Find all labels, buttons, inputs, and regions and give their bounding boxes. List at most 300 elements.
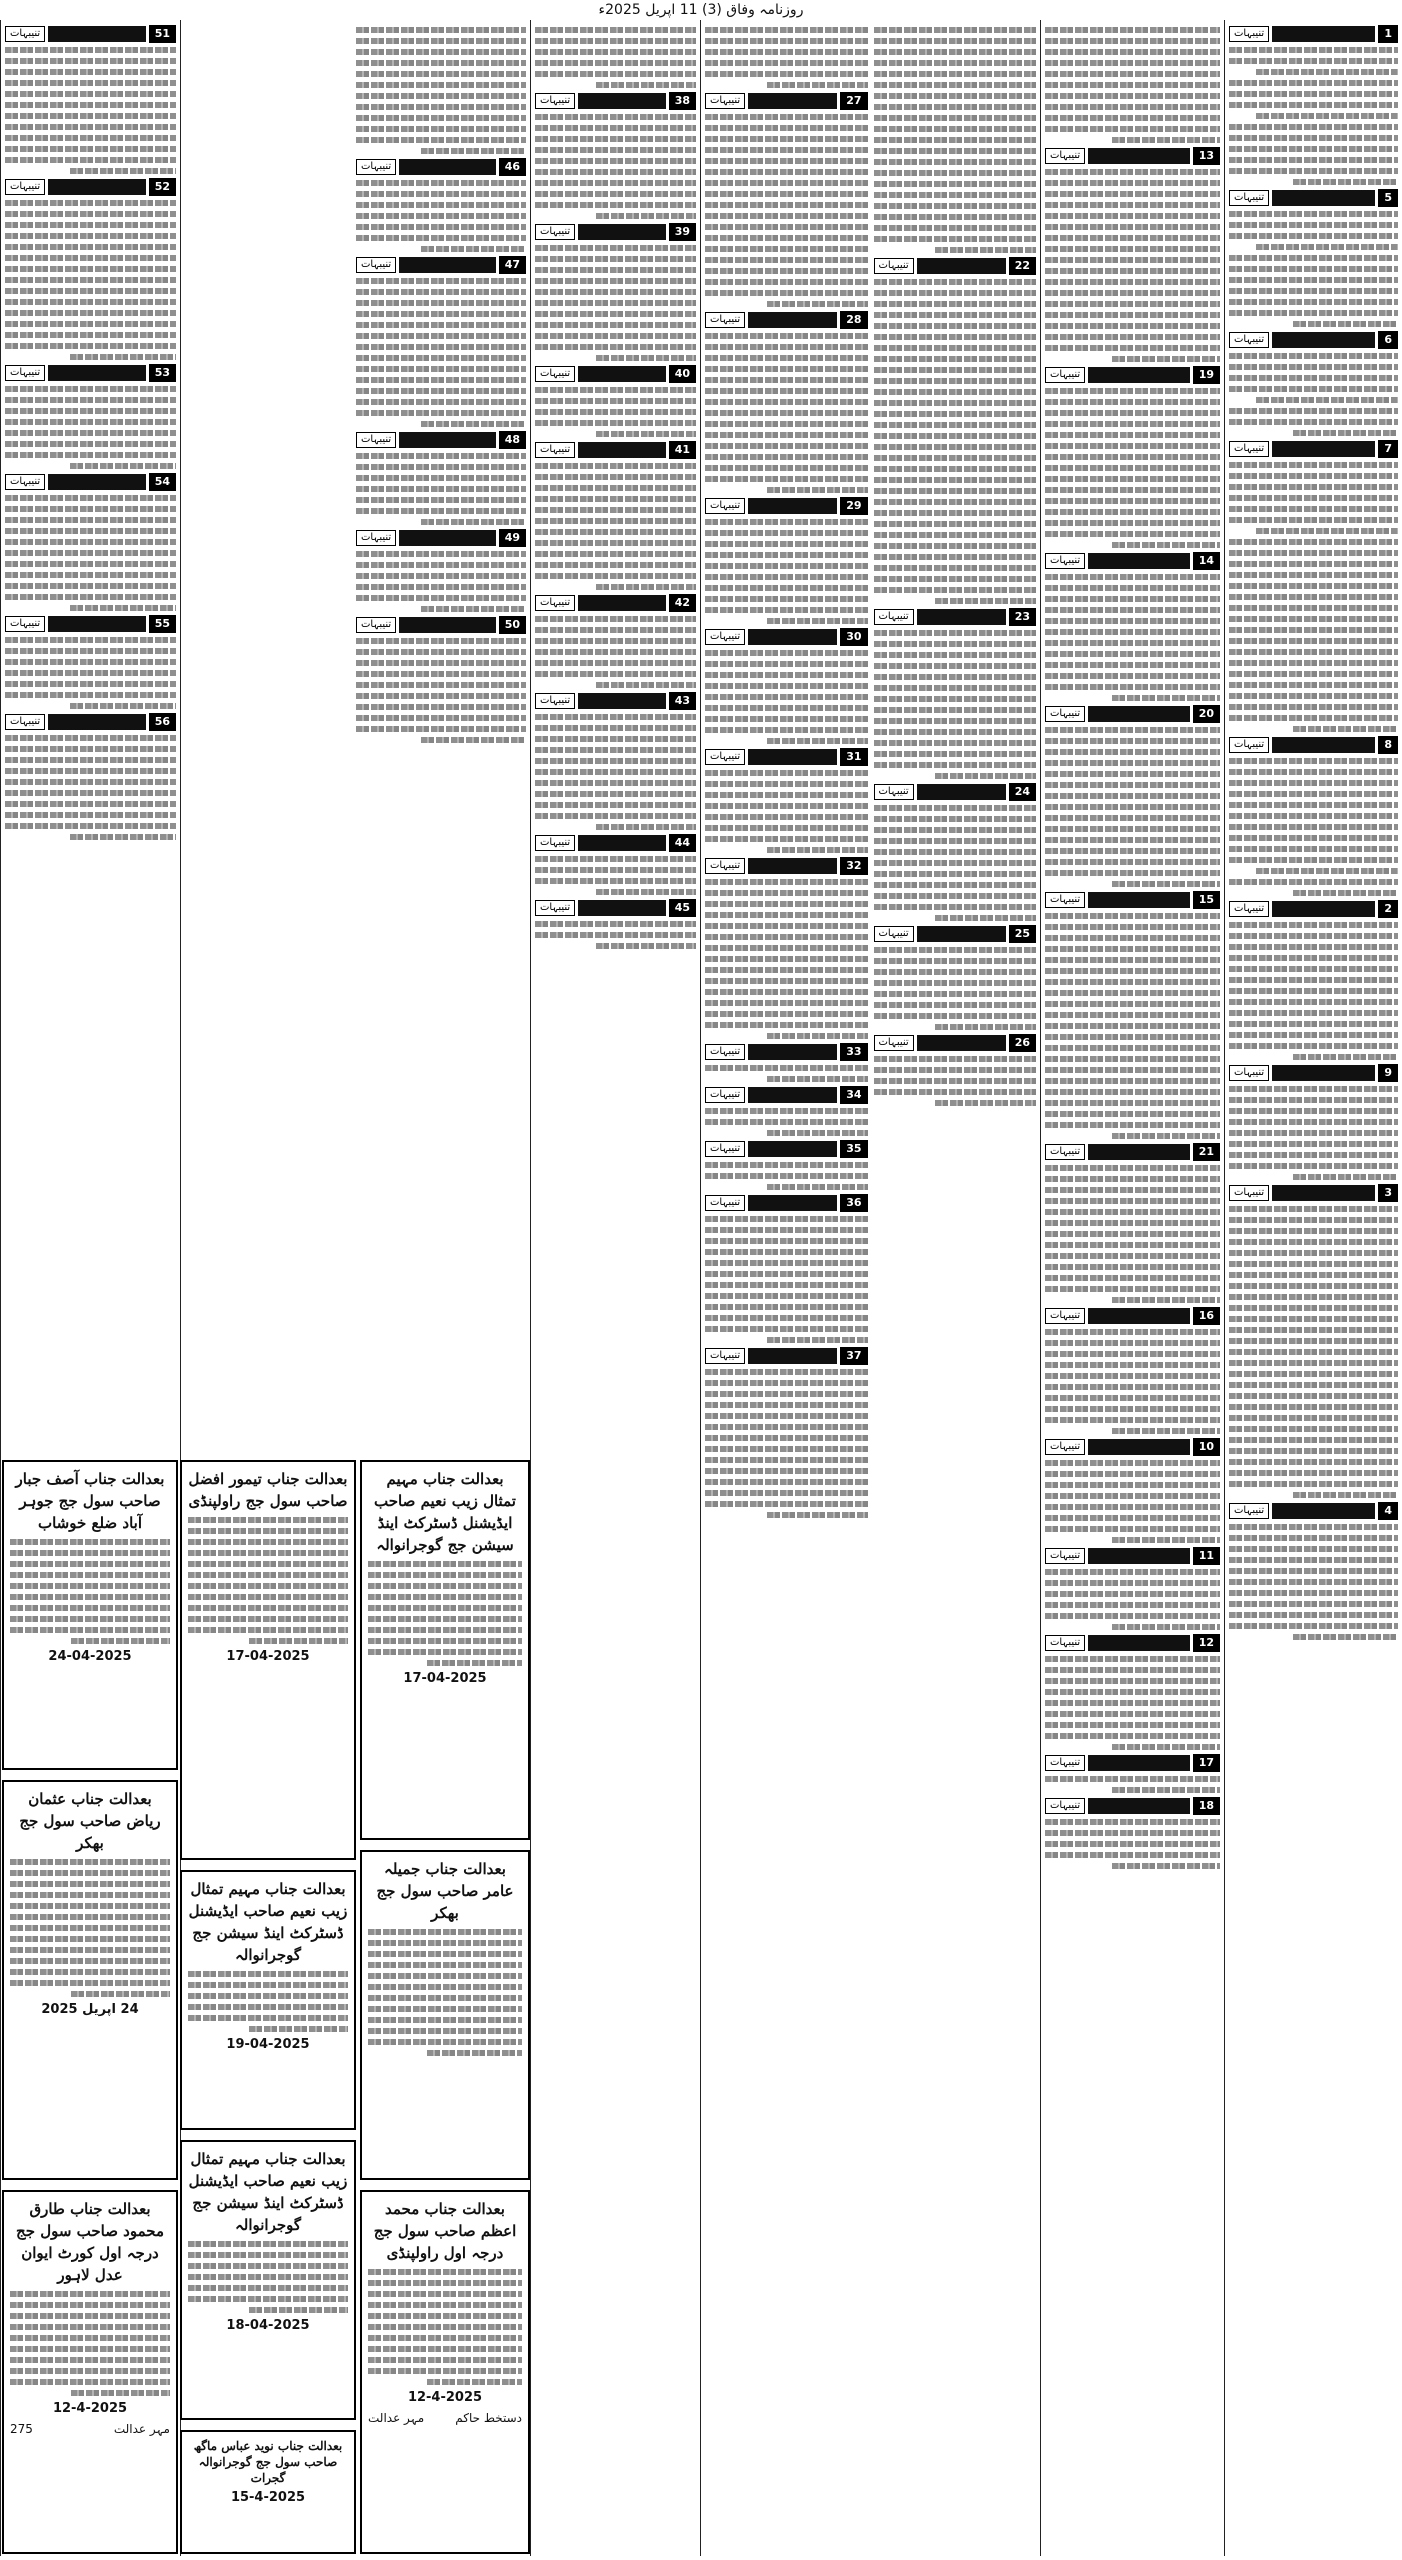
text-line — [188, 1550, 348, 1556]
text-line — [356, 399, 526, 405]
text-line — [5, 495, 176, 501]
heading-bar — [748, 749, 837, 765]
text-line — [874, 674, 1037, 680]
notice-footer — [368, 2411, 522, 2425]
text-line — [5, 812, 176, 818]
section-heading — [535, 693, 696, 709]
text-line — [1045, 443, 1220, 449]
text-line — [5, 550, 176, 556]
text-line — [1229, 1130, 1398, 1136]
text-line — [1045, 1417, 1220, 1423]
text-line — [188, 1605, 348, 1611]
article-text — [5, 200, 176, 360]
text-line — [535, 463, 696, 469]
text-line — [1293, 1054, 1398, 1060]
text-line — [1229, 233, 1398, 239]
text-line — [705, 191, 868, 197]
text-line — [1045, 290, 1220, 296]
text-line — [356, 38, 526, 44]
text-line — [1229, 266, 1398, 272]
text-line — [1229, 769, 1398, 775]
text-line — [1045, 279, 1220, 285]
text-line — [1229, 157, 1398, 163]
text-line — [535, 191, 696, 197]
text-line — [874, 838, 1037, 844]
text-line — [535, 278, 696, 284]
text-line — [5, 528, 176, 534]
text-line — [705, 1326, 868, 1332]
text-line — [5, 506, 176, 512]
text-line — [535, 671, 696, 677]
text-line — [368, 1649, 522, 1655]
text-line — [1229, 1579, 1398, 1585]
article-text — [1229, 211, 1398, 327]
text-line — [874, 576, 1037, 582]
section-heading — [1229, 737, 1398, 753]
text-line — [705, 650, 868, 656]
heading-bar — [1272, 190, 1375, 206]
section-heading — [874, 784, 1037, 800]
text-line — [356, 475, 526, 481]
notice-body — [10, 1539, 170, 1644]
text-line — [705, 1238, 868, 1244]
text-line — [596, 213, 696, 219]
text-line — [535, 921, 696, 927]
notice-label: تنیبہات — [5, 26, 45, 42]
text-line — [1229, 1272, 1398, 1278]
text-line — [874, 290, 1037, 296]
article-text — [1229, 1206, 1398, 1498]
text-line — [356, 126, 526, 132]
text-line — [10, 1980, 170, 1986]
text-line — [535, 387, 696, 393]
text-line — [356, 235, 526, 241]
article-text — [1045, 1165, 1220, 1303]
notice-label: تنیبہات — [1045, 706, 1085, 722]
text-line — [705, 989, 868, 995]
text-line — [1045, 673, 1220, 679]
text-line — [596, 682, 696, 688]
text-line — [1229, 375, 1398, 381]
heading-bar — [1088, 1635, 1190, 1651]
text-line — [935, 1024, 1036, 1030]
article-text — [705, 879, 868, 1039]
section-number: 27 — [840, 92, 867, 110]
section-number: 7 — [1378, 440, 1398, 458]
text-line — [874, 740, 1037, 746]
section-number: 48 — [499, 431, 526, 449]
text-line — [767, 82, 868, 88]
text-line — [767, 1076, 868, 1082]
text-line — [705, 781, 868, 787]
section-number: 15 — [1193, 891, 1220, 909]
text-line — [1229, 135, 1398, 141]
text-line — [874, 126, 1037, 132]
text-line — [1045, 607, 1220, 613]
text-line — [1045, 815, 1220, 821]
section-number: 6 — [1378, 331, 1398, 349]
text-line — [356, 202, 526, 208]
notice-label: تنیبہات — [535, 224, 575, 240]
text-line — [10, 1572, 170, 1578]
text-line — [356, 27, 526, 33]
article-text — [705, 770, 868, 853]
text-line — [421, 148, 526, 154]
text-line — [705, 71, 868, 77]
text-line — [767, 1337, 868, 1343]
signature-label: دستخط حاکم — [455, 2411, 522, 2425]
text-line — [1045, 487, 1220, 493]
text-line — [874, 49, 1037, 55]
notice-label: تنیبہات — [1229, 190, 1269, 206]
text-line — [1112, 1787, 1221, 1793]
text-line — [705, 1369, 868, 1375]
text-line — [368, 2291, 522, 2297]
text-line — [874, 707, 1037, 713]
text-line — [1229, 1393, 1398, 1399]
text-line — [356, 180, 526, 186]
text-line — [1229, 47, 1398, 53]
text-line — [1229, 1426, 1398, 1432]
section-heading — [1045, 148, 1220, 164]
text-line — [705, 1380, 868, 1386]
text-line — [5, 222, 176, 228]
text-line — [596, 943, 696, 949]
text-line — [1045, 432, 1220, 438]
text-line — [705, 388, 868, 394]
article-text — [1229, 922, 1398, 1060]
text-line — [705, 1479, 868, 1485]
text-line — [1229, 102, 1398, 108]
text-line — [705, 694, 868, 700]
text-line — [5, 135, 176, 141]
text-line — [1229, 1086, 1398, 1092]
court-notice-title: بعدالت جناب نوید عباس ماگھ صاحب سول جج گوجرانوالہ گجرات — [193, 2439, 343, 2485]
text-line — [1229, 649, 1398, 655]
article-text — [1045, 574, 1220, 701]
text-line — [874, 1013, 1037, 1019]
heading-bar — [1272, 901, 1375, 917]
article-text — [1045, 1460, 1220, 1543]
text-line — [1045, 957, 1220, 963]
text-line — [70, 354, 176, 360]
heading-bar — [1272, 1065, 1375, 1081]
text-line — [1229, 1021, 1398, 1027]
section-heading — [874, 1035, 1037, 1051]
text-line — [1229, 1623, 1398, 1629]
notice-date: 19-04-2025 — [226, 2037, 310, 2052]
section-number: 52 — [149, 178, 176, 196]
text-line — [874, 334, 1037, 340]
text-line — [705, 224, 868, 230]
text-line — [368, 1583, 522, 1589]
text-line — [421, 519, 526, 525]
text-line — [535, 867, 696, 873]
text-line — [356, 49, 526, 55]
text-line — [368, 1561, 522, 1567]
section-number: 2 — [1378, 900, 1398, 918]
text-line — [249, 2307, 348, 2313]
text-line — [1229, 1316, 1398, 1322]
text-line — [1256, 397, 1398, 403]
notice-label: تنیبہات — [705, 629, 745, 645]
text-line — [5, 343, 176, 349]
text-line — [1045, 804, 1220, 810]
text-line — [5, 561, 176, 567]
text-line — [1045, 1526, 1220, 1532]
text-line — [705, 1304, 868, 1310]
text-line — [1293, 890, 1398, 896]
text-line — [356, 191, 526, 197]
text-line — [1229, 386, 1398, 392]
text-line — [1229, 1010, 1398, 1016]
heading-bar — [399, 159, 496, 175]
text-line — [188, 2274, 348, 2280]
notice-label: تنیبہات — [1045, 1635, 1085, 1651]
text-line — [535, 878, 696, 884]
section-heading — [705, 1087, 868, 1103]
section-heading — [535, 900, 696, 916]
heading-bar — [578, 900, 666, 916]
text-line — [1229, 124, 1398, 130]
text-line — [1229, 846, 1398, 852]
text-line — [1045, 1122, 1220, 1128]
text-line — [10, 1627, 170, 1633]
text-line — [535, 736, 696, 742]
text-line — [5, 757, 176, 763]
text-line — [1229, 462, 1398, 468]
text-line — [874, 751, 1037, 757]
text-line — [188, 1993, 348, 1999]
text-line — [70, 168, 176, 174]
text-line — [368, 2368, 522, 2374]
text-line — [356, 93, 526, 99]
text-line — [1229, 988, 1398, 994]
notice-body — [188, 2241, 348, 2313]
text-line — [705, 541, 868, 547]
article-text — [535, 245, 696, 361]
text-line — [535, 791, 696, 797]
section-heading — [874, 258, 1037, 274]
text-line — [1229, 780, 1398, 786]
section-heading — [1045, 1439, 1220, 1455]
section-number: 18 — [1193, 1797, 1220, 1815]
text-line — [1229, 1261, 1398, 1267]
column-1 — [1224, 20, 1402, 2556]
text-line — [705, 836, 868, 842]
text-line — [1045, 1700, 1220, 1706]
text-line — [1045, 1656, 1220, 1662]
section-number: 35 — [840, 1140, 867, 1158]
text-line — [10, 1605, 170, 1611]
court-notice-title: بعدالت جناب طارق محمود صاحب سول جج درجہ اول کورٹ ایوان عدل لاہور — [16, 2200, 164, 2284]
section-number: 10 — [1193, 1438, 1220, 1456]
notice-label: تنیبہات — [1229, 1065, 1269, 1081]
section-heading — [356, 530, 526, 546]
text-line — [5, 659, 176, 665]
text-line — [70, 463, 176, 469]
text-line — [70, 703, 176, 709]
section-number: 49 — [499, 529, 526, 547]
court-notice-title: بعدالت جناب جمیلہ عامر صاحب سول جج بھکر — [376, 1860, 514, 1922]
text-line — [874, 696, 1037, 702]
text-line — [874, 82, 1037, 88]
section-number: 53 — [149, 364, 176, 382]
section-heading — [1045, 1635, 1220, 1651]
notice-date: 24 اپریل 2025 — [41, 2002, 139, 2017]
text-line — [356, 224, 526, 230]
text-line — [1045, 793, 1220, 799]
notice-label: تنیبہات — [535, 595, 575, 611]
text-line — [705, 934, 868, 940]
text-line — [874, 532, 1037, 538]
text-line — [705, 169, 868, 175]
text-line — [705, 257, 868, 263]
text-line — [705, 1108, 868, 1114]
text-line — [1229, 1360, 1398, 1366]
text-line — [705, 1260, 868, 1266]
article-text — [5, 637, 176, 709]
text-line — [1229, 1349, 1398, 1355]
text-line — [1045, 38, 1220, 44]
text-line — [1045, 1776, 1220, 1782]
text-line — [1045, 1733, 1220, 1739]
heading-bar — [1272, 1185, 1375, 1201]
notice-label: تنیبہات — [1045, 1798, 1085, 1814]
notice-label: تنیبہات — [1229, 332, 1269, 348]
court-notice — [2, 1780, 178, 2180]
text-line — [705, 519, 868, 525]
text-line — [10, 1914, 170, 1920]
text-line — [427, 2050, 522, 2056]
text-line — [1229, 353, 1398, 359]
court-notice-title: بعدالت جناب مہیم تمثال زیب نعیم صاحب ایڈیشنل ڈسٹرکٹ اینڈ سیشن جج گوجرانوالہ — [188, 1880, 348, 1964]
text-line — [874, 543, 1037, 549]
section-heading — [1045, 1548, 1220, 1564]
text-line — [1045, 531, 1220, 537]
text-line — [874, 301, 1037, 307]
text-line — [874, 27, 1037, 33]
text-line — [356, 584, 526, 590]
notice-label: تنیبہات — [705, 749, 745, 765]
text-line — [356, 682, 526, 688]
text-line — [705, 683, 868, 689]
text-line — [705, 530, 868, 536]
text-line — [1229, 966, 1398, 972]
text-line — [1229, 1601, 1398, 1607]
text-line — [1045, 749, 1220, 755]
heading-bar — [748, 629, 837, 645]
text-line — [1045, 301, 1220, 307]
masthead-title: روزنامہ وفاق (3) 11 اپریل 2025ء — [598, 2, 804, 18]
section-heading — [535, 93, 696, 109]
section-number: 19 — [1193, 366, 1220, 384]
text-line — [356, 115, 526, 121]
text-line — [5, 299, 176, 305]
notice-label: تنیبہات — [535, 835, 575, 851]
text-line — [5, 441, 176, 447]
text-line — [368, 2269, 522, 2275]
article-text — [356, 551, 526, 612]
text-line — [1045, 870, 1220, 876]
text-line — [356, 464, 526, 470]
text-line — [356, 660, 526, 666]
text-line — [1229, 168, 1398, 174]
text-line — [1045, 421, 1220, 427]
text-line — [535, 27, 696, 33]
text-line — [874, 554, 1037, 560]
section-number: 5 — [1378, 189, 1398, 207]
text-line — [767, 1130, 868, 1136]
notice-body — [188, 1971, 348, 2032]
text-line — [1045, 520, 1220, 526]
notice-label: تنیبہات — [705, 93, 745, 109]
text-line — [1112, 1297, 1221, 1303]
text-line — [767, 847, 868, 853]
section-number: 21 — [1193, 1143, 1220, 1161]
text-line — [1045, 498, 1220, 504]
section-number: 11 — [1193, 1547, 1220, 1565]
section-heading — [5, 365, 176, 381]
heading-bar — [1088, 892, 1190, 908]
heading-bar — [399, 257, 496, 273]
court-notice — [180, 2140, 356, 2420]
text-line — [874, 1089, 1037, 1095]
text-line — [874, 356, 1037, 362]
text-line — [368, 1984, 522, 1990]
article-text — [1229, 1524, 1398, 1640]
section-heading — [5, 179, 176, 195]
article-text — [1045, 27, 1220, 143]
text-line — [1229, 1437, 1398, 1443]
text-line — [356, 278, 526, 284]
notice-label: تنیبہات — [874, 926, 914, 942]
text-line — [874, 565, 1037, 571]
text-line — [874, 816, 1037, 822]
text-line — [1045, 1569, 1220, 1575]
notice-label: تنیبہات — [356, 432, 396, 448]
text-line — [1045, 651, 1220, 657]
text-line — [874, 849, 1037, 855]
text-line — [1229, 1404, 1398, 1410]
text-line — [1229, 1415, 1398, 1421]
text-line — [1045, 1852, 1220, 1858]
text-line — [535, 562, 696, 568]
text-line — [705, 202, 868, 208]
heading-bar — [917, 258, 1006, 274]
heading-bar — [1272, 26, 1375, 42]
section-heading — [1045, 892, 1220, 908]
text-line — [356, 60, 526, 66]
text-line — [1229, 835, 1398, 841]
notice-label: تنیبہات — [1229, 1185, 1269, 1201]
text-line — [5, 310, 176, 316]
section-heading — [535, 835, 696, 851]
text-line — [1045, 1678, 1220, 1684]
text-line — [1045, 126, 1220, 132]
article-text — [874, 947, 1037, 1030]
text-line — [1045, 323, 1220, 329]
heading-bar — [399, 617, 496, 633]
text-line — [705, 114, 868, 120]
text-line — [356, 355, 526, 361]
text-line — [1229, 1524, 1398, 1530]
article-text — [1229, 47, 1398, 185]
text-line — [10, 2368, 170, 2374]
text-line — [705, 1271, 868, 1277]
notice-label: تنیبہات — [1229, 901, 1269, 917]
heading-bar — [748, 312, 837, 328]
